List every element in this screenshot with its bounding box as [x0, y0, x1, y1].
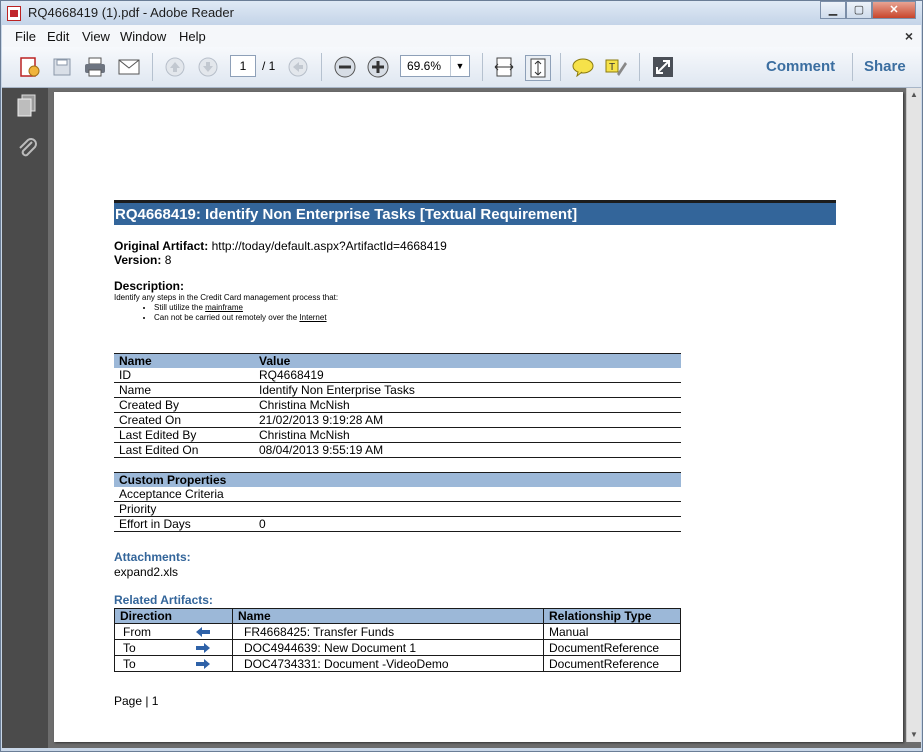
table-row: [114, 428, 681, 443]
table-row: [114, 383, 681, 398]
field-value: Christina McNish: [254, 398, 681, 413]
artifact-name-text[interactable]: FR4668425: Transfer Funds: [244, 624, 395, 639]
page-total: / 1: [262, 59, 276, 73]
field-name: Priority: [114, 502, 254, 517]
attachment-link[interactable]: expand2.xls: [114, 565, 179, 579]
field-name: Name: [114, 383, 254, 398]
field-name: Effort in Days: [114, 517, 254, 532]
field-value: [254, 487, 681, 502]
table-header-row: [114, 473, 681, 488]
fields-table: [114, 353, 681, 458]
description-list: [114, 303, 836, 323]
field-value: RQ4668419: [254, 368, 681, 383]
field-name: Created By: [114, 398, 254, 413]
bullet-text: Can not be carried out remotely over the: [154, 313, 300, 322]
version-value: 8: [164, 253, 172, 267]
version-label: Version:: [114, 253, 162, 267]
table-row: [114, 398, 681, 413]
document-title: RQ4668419: Identify Non Enterprise Tasks [Textual Requirement]: [114, 200, 836, 225]
field-value: [254, 502, 681, 517]
direction-text: To: [123, 640, 136, 655]
table-row: [115, 624, 681, 640]
table-row: [114, 413, 681, 428]
artifact-name-text[interactable]: DOC4734331: Document -VideoDemo: [244, 656, 449, 671]
email-icon[interactable]: [117, 55, 141, 79]
go-back-icon[interactable]: [286, 55, 310, 79]
menu-help[interactable]: Help: [179, 29, 206, 44]
direction-cell: [115, 640, 233, 656]
list-item: [154, 313, 836, 323]
relationship-type: DocumentReference: [544, 656, 681, 672]
custom-properties-table: [114, 472, 681, 532]
menu-bar: [2, 25, 921, 47]
toolbar-separator: [321, 53, 322, 81]
field-value: 21/02/2013 9:19:28 AM: [254, 413, 681, 428]
table-row: [114, 502, 681, 517]
column-header: Custom Properties: [114, 473, 681, 488]
related-artifacts-label: Related Artifacts:: [114, 593, 213, 607]
svg-text:T: T: [609, 62, 616, 73]
navigation-pane: [2, 88, 48, 748]
vertical-scrollbar[interactable]: [906, 88, 921, 742]
window-title: RQ4668419 (1).pdf - Adobe Reader: [28, 5, 234, 20]
sticky-note-icon[interactable]: [571, 55, 595, 79]
fit-width-icon[interactable]: [492, 55, 516, 79]
field-name: Last Edited On: [114, 443, 254, 458]
table-header-row: [115, 609, 681, 624]
table-header-row: [114, 354, 681, 369]
menu-file[interactable]: File: [15, 29, 36, 44]
column-header: Relationship Type: [544, 609, 681, 624]
page-footer: Page | 1: [114, 694, 159, 708]
document-viewport: [48, 88, 921, 748]
scroll-down-icon[interactable]: ▼: [910, 730, 918, 739]
attachments-paperclip-icon[interactable]: [16, 136, 38, 160]
direction-cell: [115, 624, 233, 640]
original-artifact-label: Original Artifact:: [114, 239, 209, 253]
close-button[interactable]: ✕: [872, 1, 916, 19]
mainframe-link[interactable]: mainframe: [205, 303, 243, 312]
previous-page-icon[interactable]: [163, 55, 187, 79]
artifact-name[interactable]: [233, 640, 544, 656]
minimize-button[interactable]: ▁: [820, 1, 846, 19]
toolbar-separator: [852, 53, 853, 81]
column-header: Direction: [115, 609, 233, 624]
field-name: Acceptance Criteria: [114, 487, 254, 502]
direction-text: To: [123, 656, 136, 671]
toolbar: [2, 47, 921, 88]
toolbar-separator: [152, 53, 153, 81]
related-artifacts-table: [114, 608, 681, 672]
chevron-down-icon[interactable]: ▼: [450, 56, 469, 76]
share-button[interactable]: Share: [864, 58, 906, 75]
title-bar: [1, 1, 922, 25]
zoom-out-icon[interactable]: [333, 55, 357, 79]
right-arrow-icon: [196, 643, 210, 653]
menu-window[interactable]: Window: [120, 29, 167, 44]
scroll-up-icon[interactable]: ▲: [910, 90, 918, 99]
list-item: [154, 303, 836, 313]
toolbar-separator: [639, 53, 640, 81]
bullet-text: Still utilize the: [154, 303, 206, 312]
table-row: [114, 517, 681, 532]
menu-view[interactable]: View: [82, 29, 110, 44]
page-thumbnails-icon[interactable]: [16, 94, 38, 118]
field-name: ID: [114, 368, 254, 383]
table-row: [114, 443, 681, 458]
right-arrow-icon: [196, 659, 210, 669]
field-name: Last Edited By: [114, 428, 254, 443]
direction-cell: [115, 656, 233, 672]
table-row: [115, 656, 681, 672]
attachments-label: Attachments:: [114, 550, 191, 564]
page-number-input[interactable]: 1: [230, 55, 256, 77]
left-arrow-icon: [196, 627, 210, 637]
description-intro: Identify any steps in the Credit Card management process that:: [114, 293, 339, 302]
comment-button[interactable]: Comment: [766, 58, 836, 75]
direction-text: From: [123, 624, 151, 639]
description-body: [114, 293, 836, 323]
pdf-page: [54, 92, 903, 742]
original-artifact: [114, 239, 836, 267]
field-value: 0: [254, 517, 681, 532]
toolbar-separator: [560, 53, 561, 81]
original-artifact-value: http://today/default.aspx?ArtifactId=4668419: [211, 239, 447, 253]
internet-link[interactable]: Internet: [299, 313, 327, 322]
menu-edit[interactable]: Edit: [47, 29, 70, 44]
close-document-button[interactable]: ×: [904, 28, 913, 44]
relationship-type: Manual: [544, 624, 681, 640]
save-icon[interactable]: [50, 55, 74, 79]
highlight-text-icon[interactable]: [604, 55, 628, 79]
column-header: Value: [254, 354, 681, 369]
description-label: Description:: [114, 279, 185, 293]
expand-icon[interactable]: [651, 55, 675, 79]
artifact-name-text[interactable]: DOC4944639: New Document 1: [244, 640, 417, 655]
next-page-icon[interactable]: [196, 55, 220, 79]
document-content: [114, 200, 836, 672]
fit-page-icon[interactable]: [525, 55, 551, 81]
column-header: Name: [233, 609, 544, 624]
field-value: Identify Non Enterprise Tasks: [254, 383, 681, 398]
zoom-select[interactable]: [400, 55, 470, 77]
relationship-type: DocumentReference: [544, 640, 681, 656]
artifact-name[interactable]: [233, 624, 544, 640]
column-header: Name: [114, 354, 254, 369]
print-icon[interactable]: [83, 55, 107, 79]
table-row: [115, 640, 681, 656]
toolbar-separator: [482, 53, 483, 81]
table-row: [114, 487, 681, 502]
pdf-app-icon: [7, 6, 21, 21]
field-name: Created On: [114, 413, 254, 428]
table-row: [114, 368, 681, 383]
maximize-button[interactable]: ▢: [846, 1, 872, 19]
artifact-name[interactable]: [233, 656, 544, 672]
field-value: 08/04/2013 9:55:19 AM: [254, 443, 681, 458]
window-controls: [820, 1, 916, 19]
zoom-value: 69.6%: [407, 59, 442, 73]
field-value: Christina McNish: [254, 428, 681, 443]
zoom-in-icon[interactable]: [366, 55, 390, 79]
create-pdf-icon[interactable]: [17, 55, 41, 79]
